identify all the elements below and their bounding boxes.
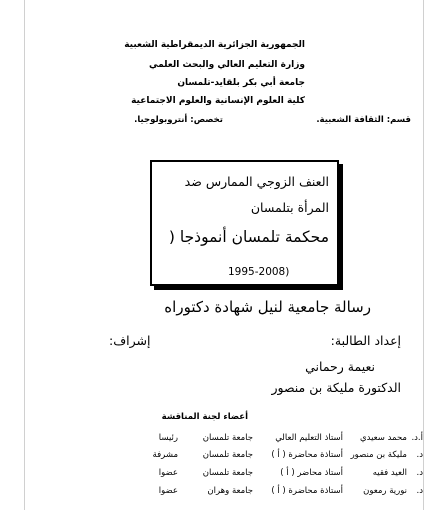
thesis-type: رسالة جامعية لنيل شهادة دكتوراه <box>164 298 371 316</box>
jury-row <box>95 486 423 498</box>
jury-prefix: د. <box>416 450 423 460</box>
jury-rank: أستاذ التعليم العالي <box>275 433 343 443</box>
jury-name: محمد سعيدي <box>359 433 407 443</box>
title-line-1: العنف الزوجي الممارس ضد <box>184 174 329 189</box>
jury-prefix: د. <box>416 468 423 478</box>
jury-university: جامعة تلمسان <box>202 468 253 478</box>
jury-university: جامعة تلمسان <box>202 433 253 443</box>
jury-role: عضوا <box>158 486 178 496</box>
jury-role: عضوا <box>158 468 178 478</box>
department-specialty: تخصص: أنتروبولوجيا. <box>134 115 223 125</box>
student-name: نعيمة رحماني <box>305 359 375 374</box>
jury-university: جامعة تلمسان <box>202 450 253 460</box>
title-line-4: 1995-2008) <box>228 266 290 278</box>
jury-name: نورية رمعون <box>363 486 407 496</box>
jury-row <box>95 450 423 462</box>
jury-title: أعضاء لجنة المناقشة <box>161 412 248 422</box>
jury-role: رئيسا <box>158 433 178 443</box>
jury-rank: أستاذ محاضر ( أ ) <box>280 468 343 478</box>
jury-role: مشرفة <box>152 450 178 460</box>
ministry-heading: وزارة التعليم العالي والبحث العلمي <box>148 60 305 70</box>
faculty-heading: كلية العلوم الإنسانية والعلوم الاجتماعية <box>131 96 305 106</box>
prepared-by-label: إعداد الطالبة: <box>330 333 401 348</box>
jury-row <box>95 433 423 445</box>
republic-heading: الجمهورية الجزائرية الديمقراطية الشعبية <box>124 40 305 50</box>
title-line-3: محكمة تلمسان أنموذجا ( <box>168 228 329 246</box>
title-line-2: المرأة بتلمسان <box>250 200 329 215</box>
document-page <box>24 0 424 510</box>
jury-name: العيد فقيه <box>372 468 407 478</box>
supervisor-name: الدكتورة مليكة بن منصور <box>271 380 401 395</box>
jury-prefix: د. <box>416 486 423 496</box>
jury-row <box>95 468 423 480</box>
university-heading: جامعة أبي بكر بلقايد-تلمسان <box>177 78 305 88</box>
jury-rank: أستاذة محاضرة ( أ ) <box>271 450 343 460</box>
department-section: قسم: الثقافة الشعبية. <box>316 115 411 125</box>
supervision-label: إشراف: <box>109 333 151 348</box>
jury-rank: أستاذة محاضرة ( أ ) <box>271 486 343 496</box>
jury-name: مليكة بن منصور <box>350 450 407 460</box>
jury-prefix: أ.د. <box>411 433 423 443</box>
jury-university: جامعة وهران <box>207 486 253 496</box>
title-box <box>150 160 339 286</box>
